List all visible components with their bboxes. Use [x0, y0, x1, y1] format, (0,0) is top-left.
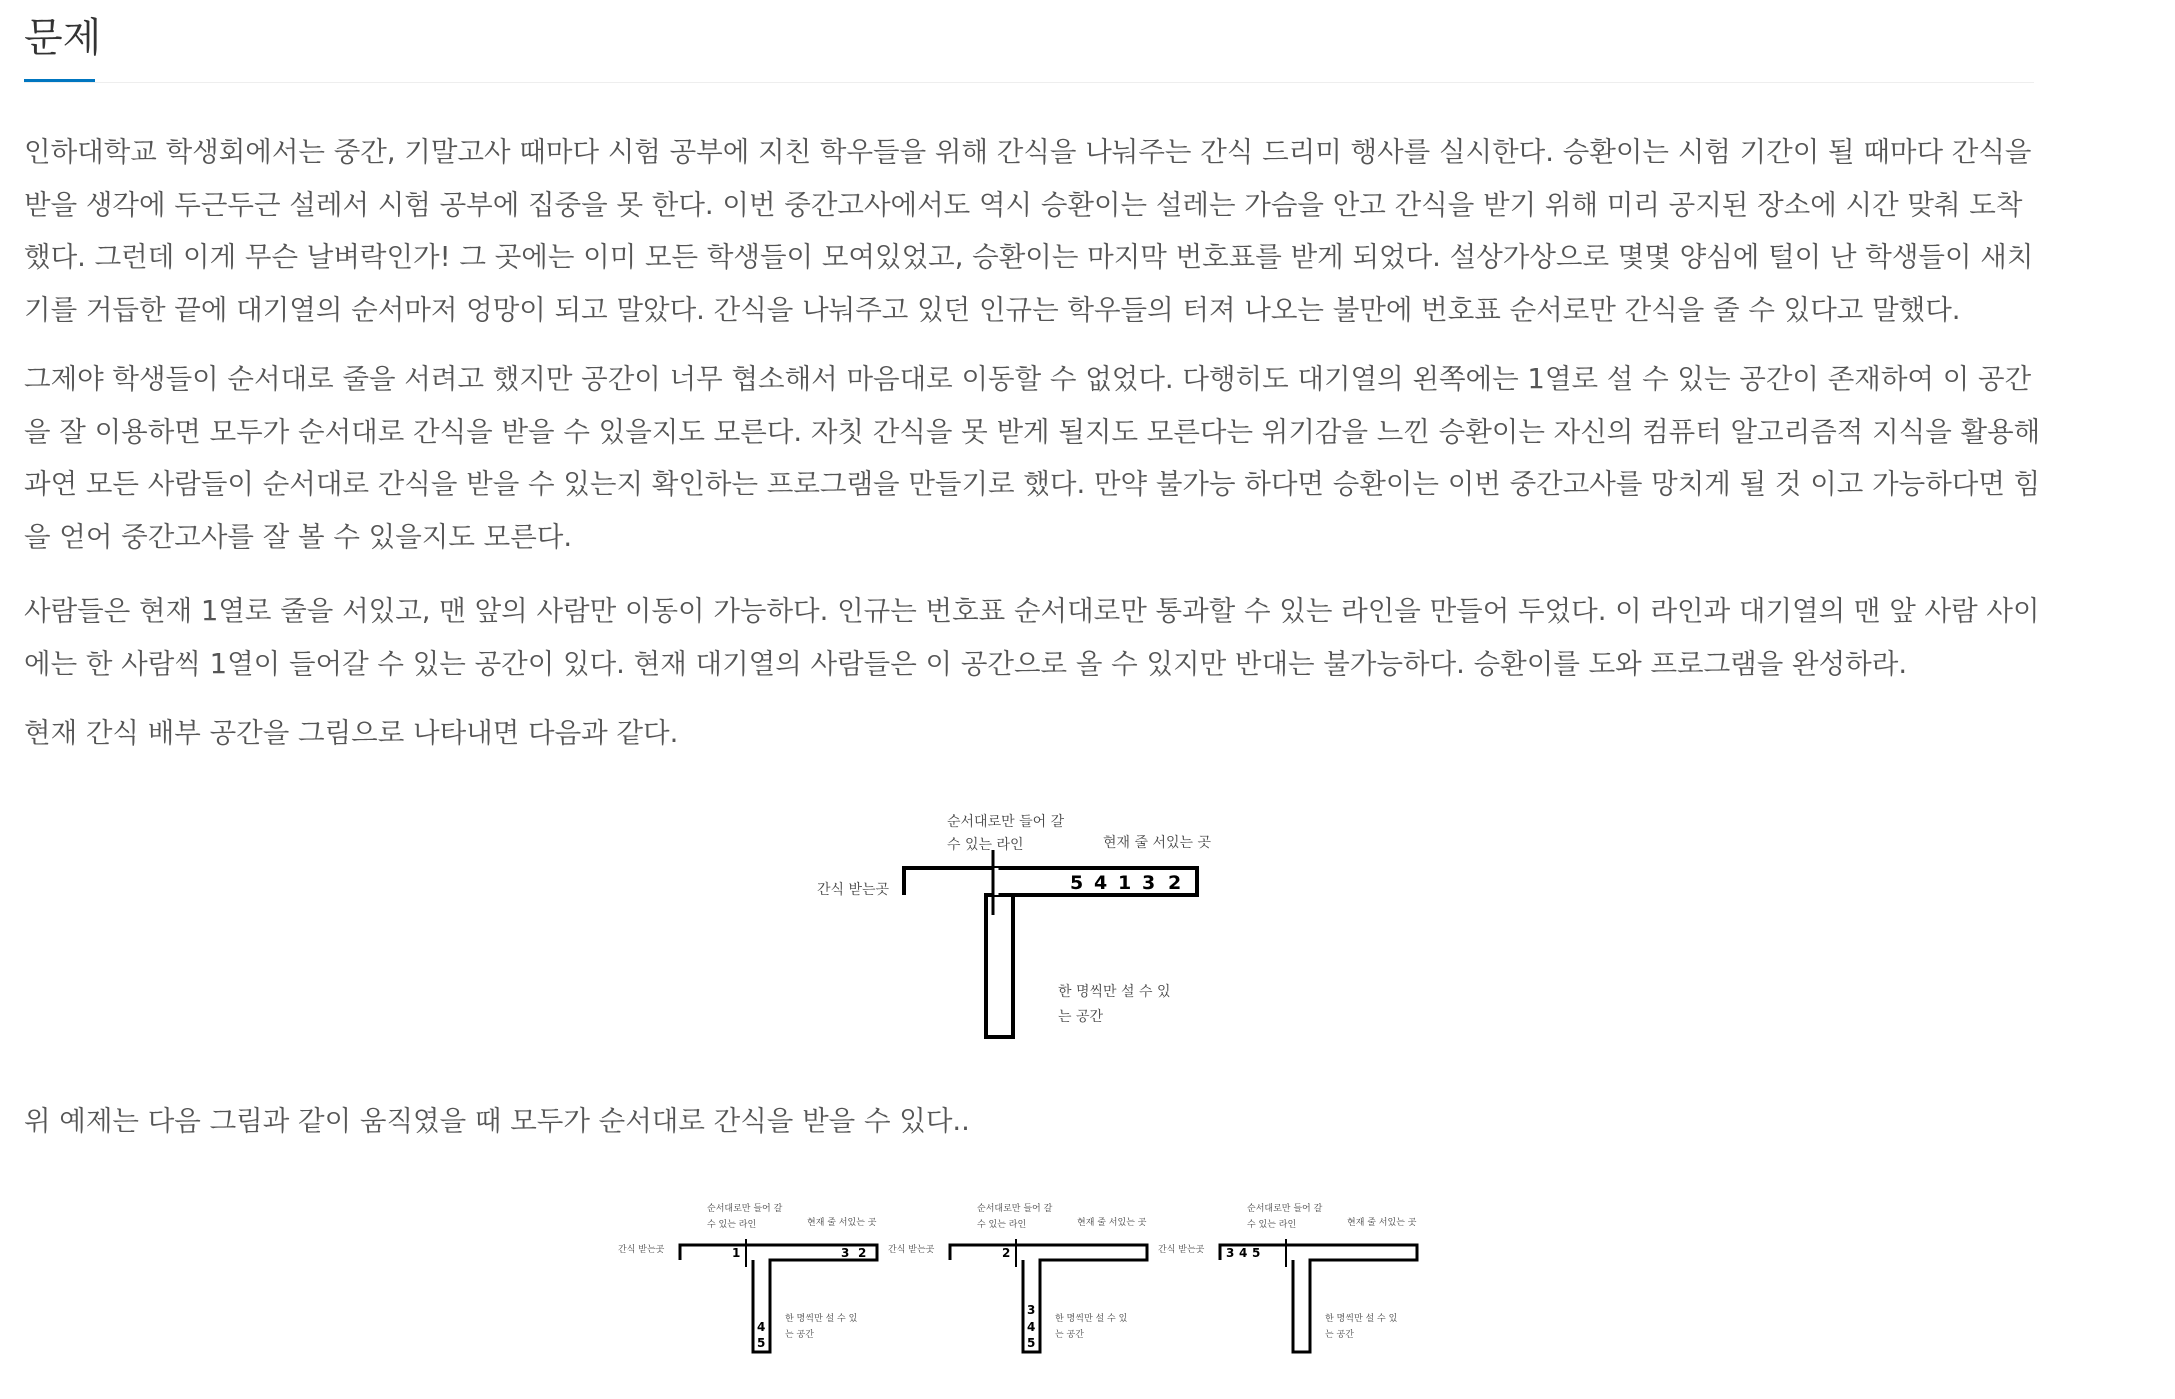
title-underline [24, 79, 95, 82]
received-number: 5 [1252, 1246, 1261, 1260]
space-number: 5 [1027, 1336, 1036, 1350]
space-label-1: 한 명씩만 설 수 있 [785, 1314, 858, 1324]
space-label-2: 는 공간 [1055, 1330, 1084, 1340]
queue-number: 3 [1142, 872, 1156, 894]
space-label-2: 는 공간 [1325, 1330, 1354, 1340]
queue-number: 2 [1168, 872, 1182, 894]
receive-label: 간식 받는곳 [618, 1245, 665, 1255]
queue-number: 1 [1118, 872, 1132, 894]
space-label-1: 한 명씩만 설 수 있 [1325, 1314, 1398, 1324]
space-number: 4 [1027, 1320, 1036, 1334]
main-figure [800, 800, 1220, 1045]
step-figure-2 [885, 1195, 1155, 1365]
receive-label: 간식 받는곳 [817, 882, 890, 898]
received-number: 4 [1239, 1246, 1248, 1260]
received-number: 1 [732, 1246, 741, 1260]
queue-label: 현재 줄 서있는 곳 [1103, 835, 1212, 851]
receive-label: 간식 받는곳 [1158, 1245, 1205, 1255]
received-number: 2 [1002, 1246, 1011, 1260]
received-number: 3 [1226, 1246, 1235, 1260]
paragraph-4: 현재 간식 배부 공간을 그림으로 나타내면 다음과 같다. [24, 717, 679, 749]
queue-number: 5 [1070, 872, 1084, 894]
paragraph-5: 위 예제는 다음 그림과 같이 움직였을 때 모두가 순서대로 간식을 받을 수 있다.. [24, 1105, 970, 1137]
space-label-1: 한 명씩만 설 수 있 [1055, 1314, 1128, 1324]
space-number: 4 [757, 1320, 766, 1334]
problem-header [24, 0, 2034, 83]
queue-numbers [1070, 872, 1181, 894]
space-label-2: 는 공간 [785, 1330, 814, 1340]
queue-label: 현재 줄 서있는 곳 [1077, 1218, 1147, 1228]
step-figure-3 [1155, 1195, 1425, 1365]
queue-number: 3 [841, 1246, 850, 1260]
line-label-1: 순서대로만 들어 갈 [707, 1204, 783, 1214]
line-label-2: 수 있는 라인 [1247, 1220, 1297, 1230]
line-label-2: 수 있는 라인 [977, 1220, 1027, 1230]
space-number: 3 [1027, 1303, 1036, 1317]
queue-number: 4 [1094, 872, 1108, 894]
line-label-2: 수 있는 라인 [947, 837, 1024, 853]
line-label-1: 순서대로만 들어 갈 [977, 1204, 1053, 1214]
space-number: 5 [757, 1336, 766, 1350]
step-figure-1 [615, 1195, 885, 1365]
line-label-1: 순서대로만 들어 갈 [1247, 1204, 1323, 1214]
queue-number: 2 [858, 1246, 867, 1260]
paragraph-3: 사람들은 현재 1열로 줄을 서있고, 맨 앞의 사람만 이동이 가능하다. 인규는 번호표 순서대로만 통과할 수 있는 라인을 만들어 두었다. 이 라인과 대기열의 맨 앞 사람 사이에는 한 사람씩 1열이 들어갈 수 있는 공간이 있다. 현재 대기열의 사람들은 이 공간으로 올 수 있지만 반대는 불가능하다. 승환이를 도와 프로그램을 완성하라. [24, 595, 2040, 680]
paragraph-1: 인하대학교 학생회에서는 중간, 기말고사 때마다 시험 공부에 지친 학우들을 위해 간식을 나눠주는 간식 드리미 행사를 실시한다. 승환이는 시험 기간이 될 때마다 간식을 받을 생각에 두근두근 설레서 시험 공부에 집중을 못 한다. 이번 중간고사에서도 역시 승환이는 설레는 가슴을 안고 간식을 받기 위해 미리 공지된 장소에 시간 맞춰 도착했다. 그런데 이게 무슨 날벼락인가! 그 곳에는 이미 모든 학생들이 모여있었고, 승환이는 마지막 번호표를 받게 되었다. 설상가상으로 몇몇 양심에 털이 난 학생들이 새치기를 거듭한 끝에 대기열의 순서마저 엉망이 되고 말았다. 간식을 나눠주고 있던 인규는 학우들의 터져 나오는 불만에 번호표 순서로만 간식을 줄 수 있다고 말했다. [24, 136, 2034, 326]
receive-label: 간식 받는곳 [888, 1245, 935, 1255]
paragraph-2: 그제야 학생들이 순서대로 줄을 서려고 했지만 공간이 너무 협소해서 마음대로 이동할 수 없었다. 다행히도 대기열의 왼쪽에는 1열로 설 수 있는 공간이 존재하여 이 공간을 잘 이용하면 모두가 순서대로 간식을 받을 수 있을지도 모른다. 자칫 간식을 못 받게 될지도 모른다는 위기감을 느낀 승환이는 자신의 컴퓨터 알고리즘적 지식을 활용해 과연 모든 사람들이 순서대로 간식을 받을 수 있는지 확인하는 프로그램을 만들기로 했다. 만약 불가능 하다면 승환이는 이번 중간고사를 망치게 될 것 이고 가능하다면 힘을 얻어 중간고사를 잘 볼 수 있을지도 모른다. [24, 363, 2041, 553]
line-label-2: 수 있는 라인 [707, 1220, 757, 1230]
line-label-1: 순서대로만 들어 갈 [947, 814, 1065, 830]
section-title: 문제 [24, 15, 102, 61]
space-label-1: 한 명씩만 설 수 있 [1058, 984, 1171, 1000]
space-label-2: 는 공간 [1058, 1009, 1104, 1025]
queue-label: 현재 줄 서있는 곳 [1347, 1218, 1417, 1228]
queue-label: 현재 줄 서있는 곳 [807, 1218, 877, 1228]
